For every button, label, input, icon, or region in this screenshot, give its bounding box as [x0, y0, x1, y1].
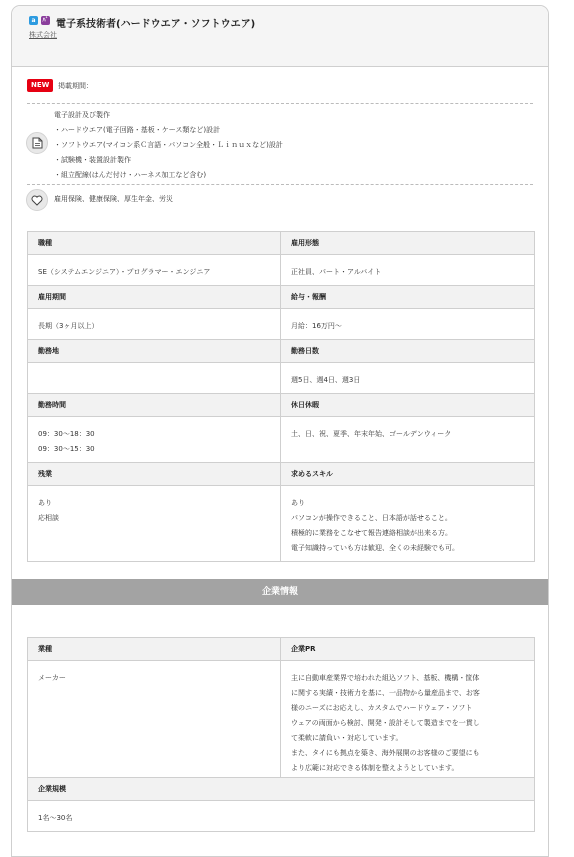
salary-label: 給与・報酬 [281, 286, 535, 309]
pr-line: 主に自動車産業界で培われた組込ソフト、基板、機構・筐体 [291, 674, 480, 682]
company-pr-label: 企業PR [281, 638, 535, 661]
location-label: 勤務地 [28, 340, 281, 363]
hours-label: 勤務時間 [28, 394, 281, 417]
work-days-label: 勤務日数 [281, 340, 535, 363]
overtime-label: 残業 [28, 463, 281, 486]
job-header [12, 6, 548, 67]
company-info-table [27, 637, 535, 832]
skills-line: あり [291, 499, 305, 507]
benefits-text: 雇用保険、健康保険、厚生年金、労災 [54, 195, 173, 203]
industry-label: 業種 [28, 638, 281, 661]
description-line: ・試験機・装置設計製作 [54, 156, 131, 164]
hours-line: 09：30〜18：30 [38, 430, 95, 438]
salary-value: 月給：16万円〜 [281, 309, 535, 340]
employment-period-label: 雇用期間 [28, 286, 281, 309]
company-size-label: 企業規模 [28, 778, 535, 801]
pr-line: て柔軟に請負い・対応しています。 [291, 734, 403, 742]
category-badge: a [29, 16, 38, 25]
pr-line: また、タイにも拠点を築き、海外展開のお客様のご要望にも [291, 749, 480, 757]
skills-line: 積極的に業務をこなせて報告連絡相談が出来る方。 [291, 529, 452, 537]
heart-icon [26, 189, 48, 211]
overtime-line: 応相談 [38, 514, 59, 522]
pr-line: ウェアの両面から検討、開発・設計そして製造までを一貫し [291, 719, 480, 727]
description-line: 電子設計及び製作 [54, 111, 110, 119]
location-value [28, 363, 281, 394]
company-link[interactable]: 株式会社 [29, 31, 57, 39]
company-size-value: 1名〜30名 [28, 801, 535, 832]
hours-value [28, 417, 281, 463]
overtime-value [28, 486, 281, 562]
skills-line: 電子知識持っていも方は歓迎、全くの未経験でも可。 [291, 544, 459, 552]
employment-period-value: 長期（3ヶ月以上） [28, 309, 281, 340]
skills-label: 求めるスキル [281, 463, 535, 486]
employment-type-value: 正社員、パート・アルバイト [281, 255, 535, 286]
job-card [11, 5, 549, 857]
holidays-value: 土、日、祝、夏季、年末年始、ゴールデンウィーク [281, 417, 535, 463]
skills-value [281, 486, 535, 562]
listing-period: 掲載期間： [58, 82, 93, 90]
pr-line: に関する実績・技術力を基に、一品物から量産品まで、お客 [291, 689, 480, 697]
divider [27, 184, 533, 185]
job-title[interactable]: 電子系技術者(ハードウエア・ソフトウエア) [56, 19, 256, 30]
divider [27, 103, 533, 104]
holidays-label: 休日休暇 [281, 394, 535, 417]
job-details-table [27, 231, 535, 562]
company-pr-value [281, 661, 535, 778]
pr-line: より広範に対応できる体制を整えようとしています。 [291, 764, 459, 772]
description-line: ・組立配線(はんだ付け・ハーネス加工など含む) [54, 171, 207, 179]
job-description [54, 108, 283, 183]
job-type-value: SE（システムエンジニア）・プログラマー・エンジニア [28, 255, 281, 286]
work-days-value: 週5日、週4日、週3日 [281, 363, 535, 394]
description-line: ・ソフトウエア(マイコン系Ｃ言語・パソコン全般・Ｌｉｎｕｘなど)設計 [54, 141, 283, 149]
new-badge: NEW [27, 79, 53, 92]
hours-line: 09：30〜15：30 [38, 445, 95, 453]
category-badge-secondary: ﾊﾞ [42, 17, 49, 24]
employment-type-label: 雇用形態 [281, 232, 535, 255]
overtime-line: あり [38, 499, 52, 507]
job-type-label: 職種 [28, 232, 281, 255]
pr-line: 様のニーズにお応えし、カスタムでハードウェア・ソフト [291, 704, 473, 712]
document-icon [26, 132, 48, 154]
skills-line: パソコンが操作できること、日本語が話せること。 [291, 514, 452, 522]
description-line: ・ハードウエア(電子回路・基板・ケース類など)設計 [54, 126, 221, 134]
company-info-heading: 企業情報 [12, 579, 548, 605]
industry-value: メーカー [28, 661, 281, 778]
